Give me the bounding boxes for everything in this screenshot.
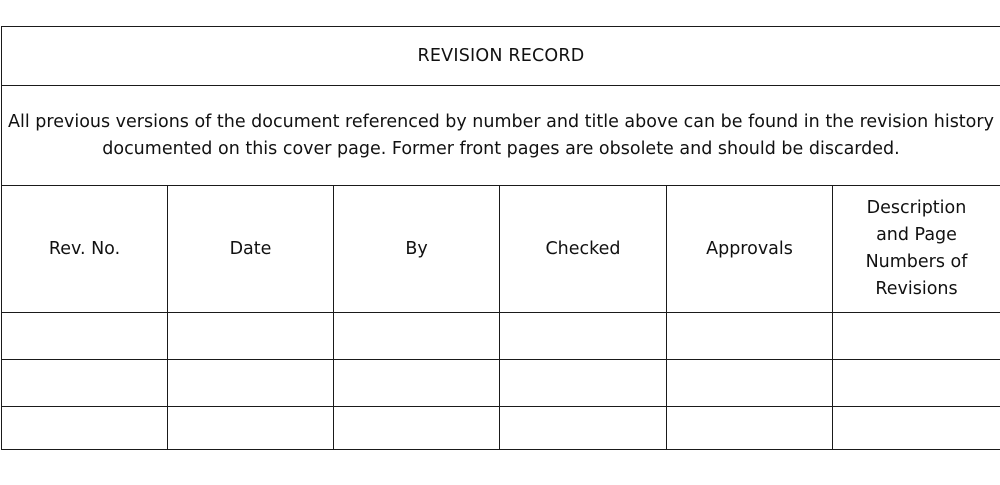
table-cell[interactable]: [500, 407, 667, 450]
table-row: [2, 360, 1000, 407]
table-cell[interactable]: [500, 313, 667, 360]
column-header-date: Date: [168, 186, 334, 313]
record-intro-line: All previous versions of the document referenced by number and title above can be found in the revision history: [8, 111, 994, 132]
table-row: [2, 313, 1000, 360]
table-cell[interactable]: [667, 360, 833, 407]
column-header-rev-no: Rev. No.: [2, 186, 168, 313]
column-header-description: Description and Page Numbers of Revisions: [833, 186, 1000, 313]
table-cell[interactable]: [168, 360, 334, 407]
table-cell[interactable]: [2, 407, 168, 450]
table-cell[interactable]: [833, 313, 1000, 360]
table-cell[interactable]: [667, 407, 833, 450]
table-cell[interactable]: [500, 360, 667, 407]
table-cell[interactable]: [334, 360, 500, 407]
record-title: REVISION RECORD: [2, 27, 1000, 86]
table-cell[interactable]: [168, 407, 334, 450]
table-cell[interactable]: [833, 360, 1000, 407]
table-cell[interactable]: [334, 407, 500, 450]
header-row: [2, 186, 1000, 313]
revision-record-table: [1, 26, 1000, 450]
record-intro-line: documented on this cover page. Former front pages are obsolete and should be discarded.: [102, 138, 900, 159]
table-cell[interactable]: [667, 313, 833, 360]
column-header-approvals: Approvals: [667, 186, 833, 313]
title-row: [2, 27, 1000, 86]
column-header-checked: Checked: [500, 186, 667, 313]
record-intro: [2, 86, 1000, 186]
intro-row: [2, 86, 1000, 186]
revision-record-sheet: [0, 26, 1000, 450]
table-cell[interactable]: [168, 313, 334, 360]
table-row: [2, 407, 1000, 450]
table-cell[interactable]: [833, 407, 1000, 450]
table-cell[interactable]: [334, 313, 500, 360]
table-cell[interactable]: [2, 360, 168, 407]
column-header-by: By: [334, 186, 500, 313]
table-cell[interactable]: [2, 313, 168, 360]
